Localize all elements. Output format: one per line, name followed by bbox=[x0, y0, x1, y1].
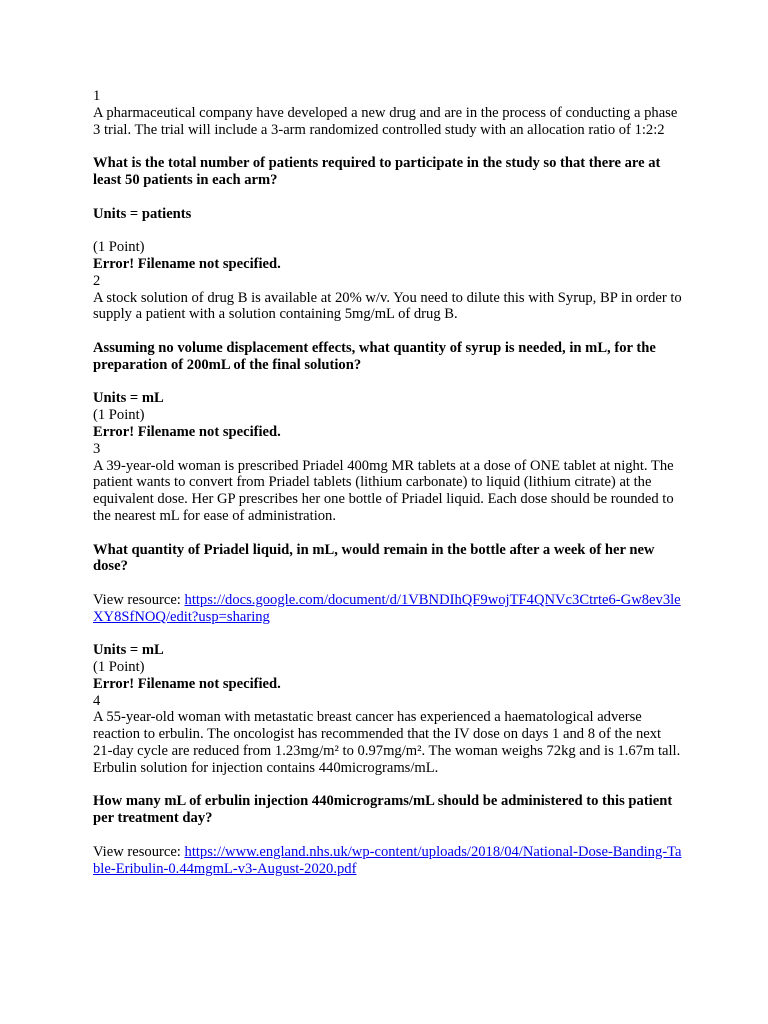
resource-line bbox=[93, 844, 683, 878]
units-label: Units = mL bbox=[93, 390, 164, 407]
spacer bbox=[93, 777, 688, 794]
resource-link[interactable]: https://www.england.nhs.uk/wp-content/uploads/2018/04/National-Dose-Banding-Table-Eribulin-0.44mgmL-v3-August-2020.pdf bbox=[93, 843, 682, 877]
units-label: Units = patients bbox=[93, 205, 192, 222]
spacer bbox=[93, 374, 688, 391]
spacer bbox=[93, 827, 688, 844]
spacer bbox=[93, 626, 688, 643]
spacer bbox=[93, 575, 688, 592]
question-prompt: What quantity of Priadel liquid, in mL, would remain in the bottle after a week of her new dose? bbox=[93, 541, 655, 575]
error-message: Error! Filename not specified. bbox=[93, 423, 281, 440]
resource-link[interactable]: https://docs.google.com/document/d/1VBNDIhQF9wojTF4QNVc3Ctrte6-Gw8ev3leXY8SfNOQ/edit?usp=sharing bbox=[93, 591, 681, 625]
question-number: 2 bbox=[93, 272, 101, 289]
error-message: Error! Filename not specified. bbox=[93, 255, 281, 272]
error-message: Error! Filename not specified. bbox=[93, 675, 281, 692]
question-body: A stock solution of drug B is available at 20% w/v. You need to dilute this with Syrup, BP in order to supply a patient with a solution containing 5mg/mL of drug B. bbox=[93, 289, 682, 323]
question-number: 1 bbox=[93, 88, 101, 104]
resource-line bbox=[93, 592, 683, 626]
spacer bbox=[93, 525, 688, 542]
spacer bbox=[93, 222, 688, 239]
question-body: A 55-year-old woman with metastatic breast cancer has experienced a haematological adverse reaction to erbulin. The oncologist has recommended that the IV dose on days 1 and 8 of the next 21-day cycle are reduced from 1.23mg/m² to 0.97mg/m². The woman weighs 72kg and is 1.67m tall. Erbulin solution for injection contains 440micrograms/mL. bbox=[93, 709, 681, 776]
resource-label: View resource: bbox=[93, 591, 185, 608]
spacer bbox=[93, 138, 688, 155]
points-label: (1 Point) bbox=[93, 659, 145, 676]
question-number: 3 bbox=[93, 440, 101, 457]
question-body: A pharmaceutical company have developed a new drug and are in the process of conducting a phase 3 trial. The trial will include a 3-arm randomized controlled study with an allocation ratio of 1:2:2 bbox=[93, 104, 678, 138]
question-body: A 39-year-old woman is prescribed Priadel 400mg MR tablets at a dose of ONE tablet at night. The patient wants to convert from Priadel tablets (lithium carbonate) to liquid (lithium citrate) at the equivalent dose. Her GP prescribes her one bottle of Priadel liquid. Each dose should be rounded to the nearest mL for ease of administration. bbox=[93, 457, 674, 524]
points-label: (1 Point) bbox=[93, 407, 145, 424]
question-number: 4 bbox=[93, 692, 101, 709]
resource-label: View resource: bbox=[93, 843, 185, 860]
points-label: (1 Point) bbox=[93, 239, 145, 256]
question-prompt: Assuming no volume displacement effects, what quantity of syrup is needed, in mL, for the preparation of 200mL of the final solution? bbox=[93, 339, 656, 373]
spacer bbox=[93, 189, 688, 206]
question-prompt: What is the total number of patients required to participate in the study so that there are at least 50 patients in each arm? bbox=[93, 155, 661, 188]
spacer bbox=[93, 323, 688, 340]
units-label: Units = mL bbox=[93, 642, 164, 659]
question-prompt: How many mL of erbulin injection 440micrograms/mL should be administered to this patient per treatment day? bbox=[93, 793, 673, 827]
